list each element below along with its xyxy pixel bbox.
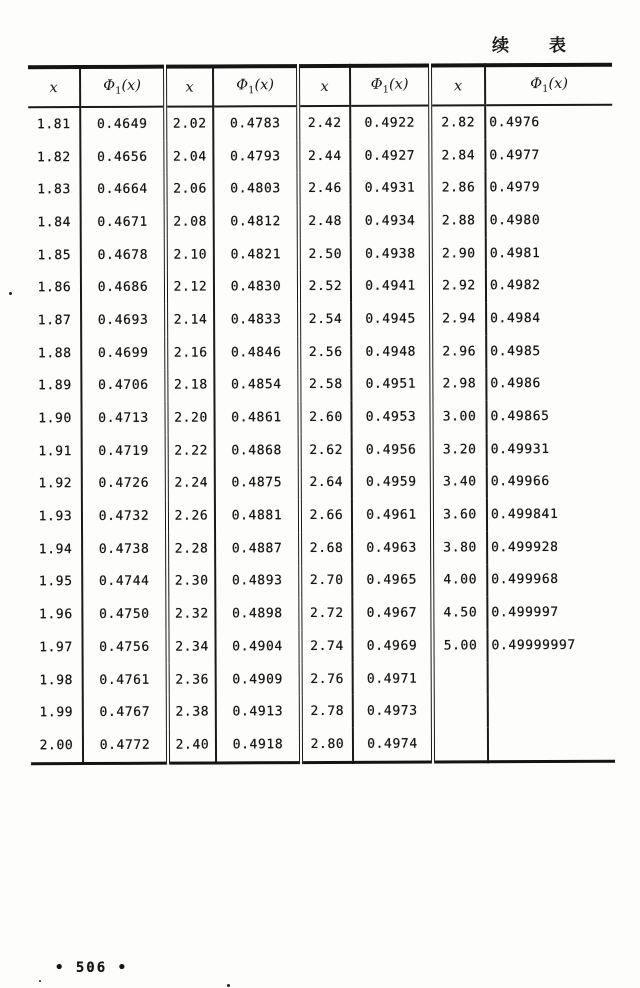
table-cell: 2.14 xyxy=(166,304,214,337)
page-number: • 506 • xyxy=(55,960,129,976)
table-row xyxy=(30,498,614,533)
table-cell: 3.60 xyxy=(432,499,487,532)
table-row xyxy=(29,269,613,304)
table-cell: 0.4963 xyxy=(352,531,432,564)
table-cell xyxy=(488,694,615,727)
table-cell: 2.40 xyxy=(168,729,216,763)
table-cell: 2.12 xyxy=(166,271,214,304)
scan-speck xyxy=(227,984,230,987)
table-cell: 0.4982 xyxy=(486,269,613,302)
table-cell: 2.68 xyxy=(300,532,352,565)
table-cell: 0.4980 xyxy=(486,204,613,237)
table-cell: 1.86 xyxy=(37,280,72,296)
table-cell: 0.4693 xyxy=(81,304,166,337)
table-cell: 0.4927 xyxy=(350,139,430,172)
table-row xyxy=(31,694,615,729)
table-cell: 2.02 xyxy=(165,106,213,140)
table-row xyxy=(29,367,613,402)
table-cell: 0.499997 xyxy=(487,596,614,629)
table-cell: 0.4973 xyxy=(353,695,433,728)
table-cell: 0.4941 xyxy=(351,270,431,303)
table-cell: 1.95 xyxy=(38,574,73,590)
table-cell: 2.32 xyxy=(167,598,215,631)
normal-distribution-table xyxy=(28,63,615,765)
table-cell xyxy=(433,695,488,728)
table-cell: 2.06 xyxy=(165,173,213,206)
table-cell: 0.4887 xyxy=(215,532,300,565)
table-row xyxy=(29,204,613,239)
table-cell: 0.499928 xyxy=(487,531,614,564)
table-cell: 0.4967 xyxy=(352,597,432,630)
table-row xyxy=(29,335,613,370)
table-cell: 2.08 xyxy=(166,206,214,239)
table-row xyxy=(29,302,613,337)
table-row xyxy=(30,433,614,468)
table-cell: 1.83 xyxy=(37,182,71,198)
table-cell: 0.4948 xyxy=(351,335,431,368)
column-header: $\Phi_1(x)$ xyxy=(213,66,298,106)
column-header: $\Phi_1(x)$ xyxy=(350,66,430,106)
table-cell: 0.4756 xyxy=(82,631,167,664)
table-cell: 0.4793 xyxy=(213,140,298,173)
table-cell: 2.04 xyxy=(165,140,213,173)
column-header: $\Phi_1(x)$ xyxy=(485,65,612,106)
table-head-row xyxy=(28,65,612,108)
table-cell: 2.60 xyxy=(299,401,351,434)
table-cell: 2.80 xyxy=(301,728,353,762)
table-cell: 0.4732 xyxy=(82,500,167,533)
table-cell: 1.87 xyxy=(37,313,72,329)
table-cell: 0.4938 xyxy=(351,237,431,270)
table-cell: 2.76 xyxy=(301,663,353,696)
table-cell: 0.4738 xyxy=(82,533,167,566)
table-cell: 0.4830 xyxy=(214,271,299,304)
table-cell: 2.70 xyxy=(300,564,352,597)
table-cell: 2.82 xyxy=(430,105,485,139)
table-cell: 0.4656 xyxy=(80,140,165,173)
table-cell: 2.96 xyxy=(431,335,486,368)
table-cell: 0.499968 xyxy=(487,563,614,596)
table-cell: 3.20 xyxy=(432,433,487,466)
table-cell: 0.499841 xyxy=(487,498,614,531)
table-cell: 2.18 xyxy=(166,369,214,402)
table-cell: 0.4706 xyxy=(81,369,166,402)
table-cell: 0.4761 xyxy=(83,663,168,696)
table-cell: 2.24 xyxy=(167,467,215,500)
table-cell: 2.66 xyxy=(300,499,352,532)
table-cell: 2.58 xyxy=(299,368,351,401)
table-cell: 0.4713 xyxy=(81,402,166,435)
table-cell: 0.4976 xyxy=(485,105,612,139)
table-cell: 2.98 xyxy=(431,368,486,401)
table-cell: 2.94 xyxy=(431,302,486,335)
table-cell: 0.4767 xyxy=(83,696,168,729)
table-row xyxy=(30,563,614,598)
table-cell: 0.4678 xyxy=(81,238,166,271)
table-row xyxy=(30,596,614,631)
table-cell: 0.4985 xyxy=(486,335,613,368)
table-cell: 2.78 xyxy=(301,695,353,728)
table-cell: 2.84 xyxy=(430,139,485,172)
table-row xyxy=(31,661,615,696)
table-cell xyxy=(488,661,615,694)
table-cell: 2.48 xyxy=(299,205,351,238)
table-cell: 0.4861 xyxy=(214,401,299,434)
table-cell: 0.4649 xyxy=(80,107,165,141)
table-cell: 1.92 xyxy=(38,476,73,492)
table-body xyxy=(28,105,615,764)
table-cell xyxy=(433,727,488,761)
table-cell: 0.4913 xyxy=(216,695,301,728)
table-cell: 0.4931 xyxy=(350,172,430,205)
table-cell: 0.4719 xyxy=(82,435,167,468)
table-cell: 0.4744 xyxy=(82,565,167,598)
table-cell: 0.4979 xyxy=(485,171,612,204)
table-cell: 0.4898 xyxy=(215,597,300,630)
table-row xyxy=(30,629,614,664)
scan-speck xyxy=(9,292,12,295)
table-cell: 0.4833 xyxy=(214,303,299,336)
table-cell: 2.56 xyxy=(299,336,351,369)
table-row xyxy=(28,171,612,206)
table-cell: 2.92 xyxy=(431,270,486,303)
table-cell: 1.82 xyxy=(37,149,71,165)
table-cell xyxy=(488,727,615,762)
table-cell: 2.50 xyxy=(299,238,351,271)
table-row xyxy=(29,400,613,435)
table-cell: 2.22 xyxy=(167,434,215,467)
table-cell: 0.4909 xyxy=(216,663,301,696)
table-cell: 3.40 xyxy=(432,466,487,499)
table-cell xyxy=(433,662,488,695)
table-cell: 0.4922 xyxy=(350,106,430,140)
table-cell: 0.4981 xyxy=(486,236,613,269)
table-cell: 1.89 xyxy=(38,378,72,394)
table-cell: 0.4881 xyxy=(215,499,300,532)
table-cell: 1.91 xyxy=(38,443,73,459)
table-header xyxy=(28,65,612,108)
table-cell: 0.4726 xyxy=(82,467,167,500)
table-cell: 2.00 xyxy=(39,737,74,754)
table-cell: 2.30 xyxy=(167,565,215,598)
table-cell: 2.36 xyxy=(168,663,216,696)
table-cell: 4.50 xyxy=(432,597,487,630)
table-cell: 2.64 xyxy=(300,466,352,499)
table-cell: 0.4875 xyxy=(215,467,300,500)
table-cell: 1.90 xyxy=(38,411,72,427)
scan-speck xyxy=(39,980,41,982)
table-cell: 1.94 xyxy=(38,541,73,558)
table-cell: 2.74 xyxy=(300,630,352,663)
table-cell: 2.10 xyxy=(166,238,214,271)
table-cell: 0.4984 xyxy=(486,302,613,335)
table-cell: 2.52 xyxy=(299,270,351,303)
continued-table-label: 续 表 xyxy=(492,36,583,56)
column-header: x xyxy=(430,65,485,105)
table-cell: 0.4956 xyxy=(352,433,432,466)
table-cell: 0.4971 xyxy=(353,662,433,695)
table-cell: 0.4783 xyxy=(213,106,298,140)
table-cell: 0.4699 xyxy=(81,336,166,369)
table-row xyxy=(28,138,612,173)
column-header: x xyxy=(298,66,350,106)
table-cell: 0.4961 xyxy=(352,499,432,532)
column-header: x xyxy=(28,67,80,107)
table-cell: 2.62 xyxy=(300,434,352,467)
table-cell: 5.00 xyxy=(432,629,487,662)
table-cell: 0.4812 xyxy=(214,205,299,238)
table-cell: 1.99 xyxy=(39,705,74,721)
table-cell: 2.42 xyxy=(298,106,350,140)
column-header: $\Phi_1(x)$ xyxy=(80,67,165,107)
table-cell: 0.49999997 xyxy=(487,629,614,662)
table-cell: 2.86 xyxy=(430,172,485,205)
table-cell: 0.4965 xyxy=(352,564,432,597)
table-cell: 2.72 xyxy=(300,597,352,630)
table-row xyxy=(28,105,612,141)
table-cell: 0.49966 xyxy=(487,465,614,498)
table-cell: 2.26 xyxy=(167,500,215,533)
table-cell: 0.4953 xyxy=(351,401,431,434)
table-cell: 4.00 xyxy=(432,564,487,597)
table-cell: 2.90 xyxy=(431,237,486,270)
table-cell: 2.38 xyxy=(168,696,216,729)
table-cell: 1.84 xyxy=(37,214,72,231)
table-cell: 0.4803 xyxy=(213,172,298,205)
table-cell: 0.4750 xyxy=(82,598,167,631)
table-cell: 0.4918 xyxy=(216,728,301,763)
table-cell: 0.4893 xyxy=(215,565,300,598)
table-row xyxy=(30,531,614,566)
table-cell: 2.46 xyxy=(298,172,350,205)
table-cell: 1.98 xyxy=(39,672,74,688)
table-cell: 0.4868 xyxy=(215,434,300,467)
table-cell: 0.4686 xyxy=(81,271,166,304)
table-cell: 1.81 xyxy=(36,116,71,133)
table-cell: 0.4974 xyxy=(353,728,433,763)
table-cell: 1.96 xyxy=(39,607,73,623)
table-cell: 2.88 xyxy=(431,204,486,237)
table-cell: 0.4934 xyxy=(351,205,431,238)
table-cell: 0.4854 xyxy=(214,369,299,402)
table-cell: 0.4959 xyxy=(352,466,432,499)
table-cell: 0.4977 xyxy=(485,138,612,171)
table-cell: 0.4664 xyxy=(80,173,165,206)
table-cell: 1.97 xyxy=(39,639,73,656)
table-cell: 0.4951 xyxy=(351,368,431,401)
table-cell: 3.00 xyxy=(431,400,486,433)
column-header: x xyxy=(165,66,213,106)
table-row xyxy=(29,236,613,271)
table-cell: 0.4772 xyxy=(83,729,168,764)
table-cell: 1.85 xyxy=(37,247,72,263)
table-row xyxy=(30,465,614,500)
table-cell: 1.88 xyxy=(37,345,72,361)
table-cell: 0.4846 xyxy=(214,336,299,369)
table-cell: 0.49931 xyxy=(487,433,614,466)
table-cell: 1.93 xyxy=(38,509,73,525)
table-cell: 0.4986 xyxy=(486,367,613,400)
table-cell: 2.34 xyxy=(167,630,215,663)
table-cell: 2.20 xyxy=(166,402,214,435)
table-cell: 0.4969 xyxy=(352,630,432,663)
table-cell: 0.4904 xyxy=(215,630,300,663)
table-cell: 2.54 xyxy=(299,303,351,336)
table-cell: 2.28 xyxy=(167,532,215,565)
table-cell: 3.80 xyxy=(432,531,487,564)
table-cell: 2.44 xyxy=(298,140,350,173)
table-cell: 0.4671 xyxy=(81,206,166,239)
table-row xyxy=(31,727,615,764)
table-cell: 0.4821 xyxy=(214,238,299,271)
table-cell: 0.4945 xyxy=(351,303,431,336)
table-cell: 0.49865 xyxy=(486,400,613,433)
table-cell: 2.16 xyxy=(166,336,214,369)
